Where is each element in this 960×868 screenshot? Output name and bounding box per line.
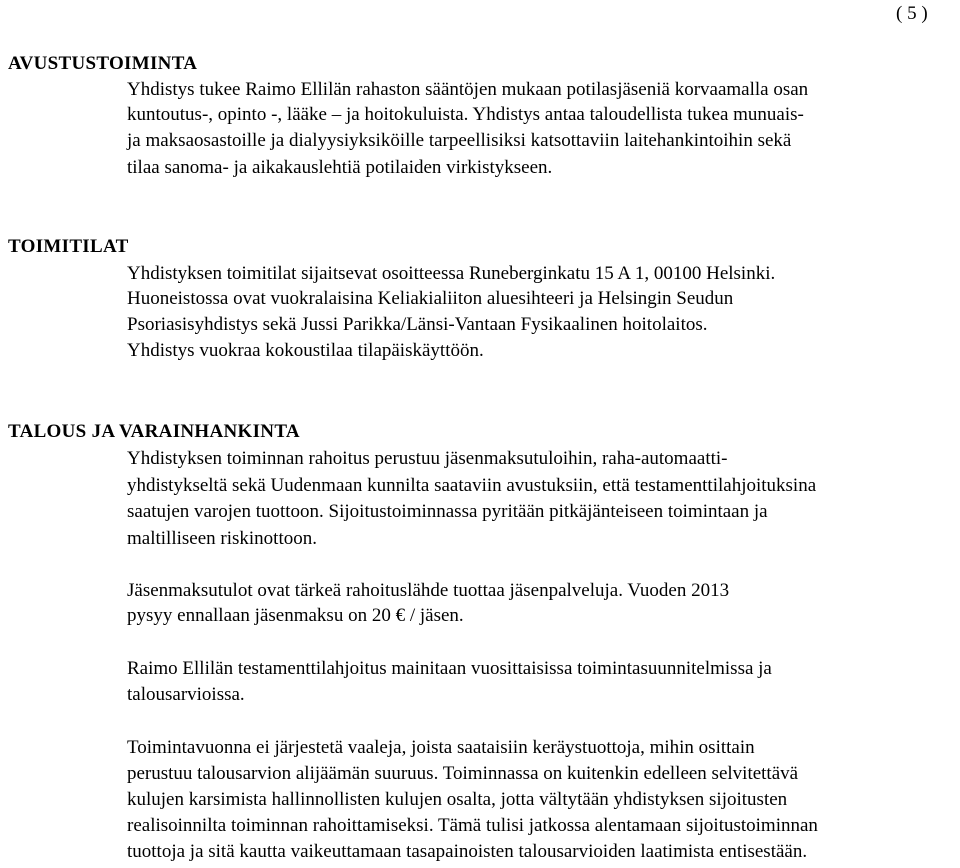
paragraph-line: Yhdistyksen toimitilat sijaitsevat osoitteessa Runeberginkatu 15 A 1, 00100 Helsinki.	[127, 263, 776, 284]
paragraph-line: Psoriasisyhdistys sekä Jussi Parikka/Länsi-Vantaan Fysikaalinen hoitolaitos.	[127, 314, 708, 335]
paragraph-line: Huoneistossa ovat vuokralaisina Keliakialiiton aluesihteeri ja Helsingin Seudun	[127, 288, 734, 309]
paragraph-line: yhdistykseltä sekä Uudenmaan kunnilta saataviin avustuksiin, että testamenttilahjoituksina	[127, 475, 817, 496]
paragraph-line: Jäsenmaksutulot ovat tärkeä rahoituslähde tuottaa jäsenpalveluja. Vuoden 2013	[127, 580, 730, 601]
paragraph-line: kuntoutus-, opinto -, lääke – ja hoitokuluista. Yhdistys antaa taloudellista tukea munuais-	[127, 104, 804, 125]
paragraph-line: pysyy ennallaan jäsenmaksu on 20 € / jäsen.	[127, 605, 464, 626]
paragraph-line: saatujen varojen tuottoon. Sijoitustoiminnassa pyritään pitkäjänteiseen toimintaan ja	[127, 501, 768, 522]
paragraph-line: ja maksaosastoille ja dialyysiyksiköille tarpeellisiksi katsottaviin laitehankintoihin sekä	[127, 130, 792, 151]
paragraph-line: perustuu talousarvion alijäämän suuruus. Toiminnassa on kuitenkin edelleen selvitettävä	[127, 763, 799, 784]
paragraph-line: maltilliseen riskinottoon.	[127, 528, 317, 549]
paragraph-line: Yhdistys vuokraa kokoustilaa tilapäiskäyttöön.	[127, 340, 484, 361]
paragraph-line: kulujen karsimista hallinnollisten kulujen osalta, jotta vältytään yhdistyksen sijoitusten	[127, 789, 788, 810]
paragraph-line: Toimintavuonna ei järjestetä vaaleja, joista saataisiin keräystuottoja, mihin osittain	[127, 737, 755, 758]
paragraph-line: Yhdistys tukee Raimo Ellilän rahaston sääntöjen mukaan potilasjäseniä korvaamalla osan	[127, 79, 809, 100]
page-number: ( 5 )	[896, 3, 928, 24]
section-heading-avustustoiminta: AVUSTUSTOIMINTA	[8, 53, 198, 74]
paragraph-line: Raimo Ellilän testamenttilahjoitus mainitaan vuosittaisissa toimintasuunnitelmissa ja	[127, 658, 772, 679]
section-heading-toimitilat: TOIMITILAT	[8, 236, 129, 257]
paragraph-line: realisoinnilta toiminnan rahoittamiseksi. Tämä tulisi jatkossa alentamaan sijoitustoiminnan	[127, 815, 818, 836]
section-heading-talous: TALOUS JA VARAINHANKINTA	[8, 421, 300, 442]
paragraph-line: Yhdistyksen toiminnan rahoitus perustuu jäsenmaksutuloihin, raha-automaatti-	[127, 448, 728, 469]
paragraph-line: tuottoja ja sitä kautta vaikeuttamaan tasapainoisten talousarvioiden laatimista entisestään.	[127, 841, 808, 862]
paragraph-line: talousarvioissa.	[127, 684, 245, 705]
paragraph-line: tilaa sanoma- ja aikakauslehtiä potilaiden virkistykseen.	[127, 157, 553, 178]
